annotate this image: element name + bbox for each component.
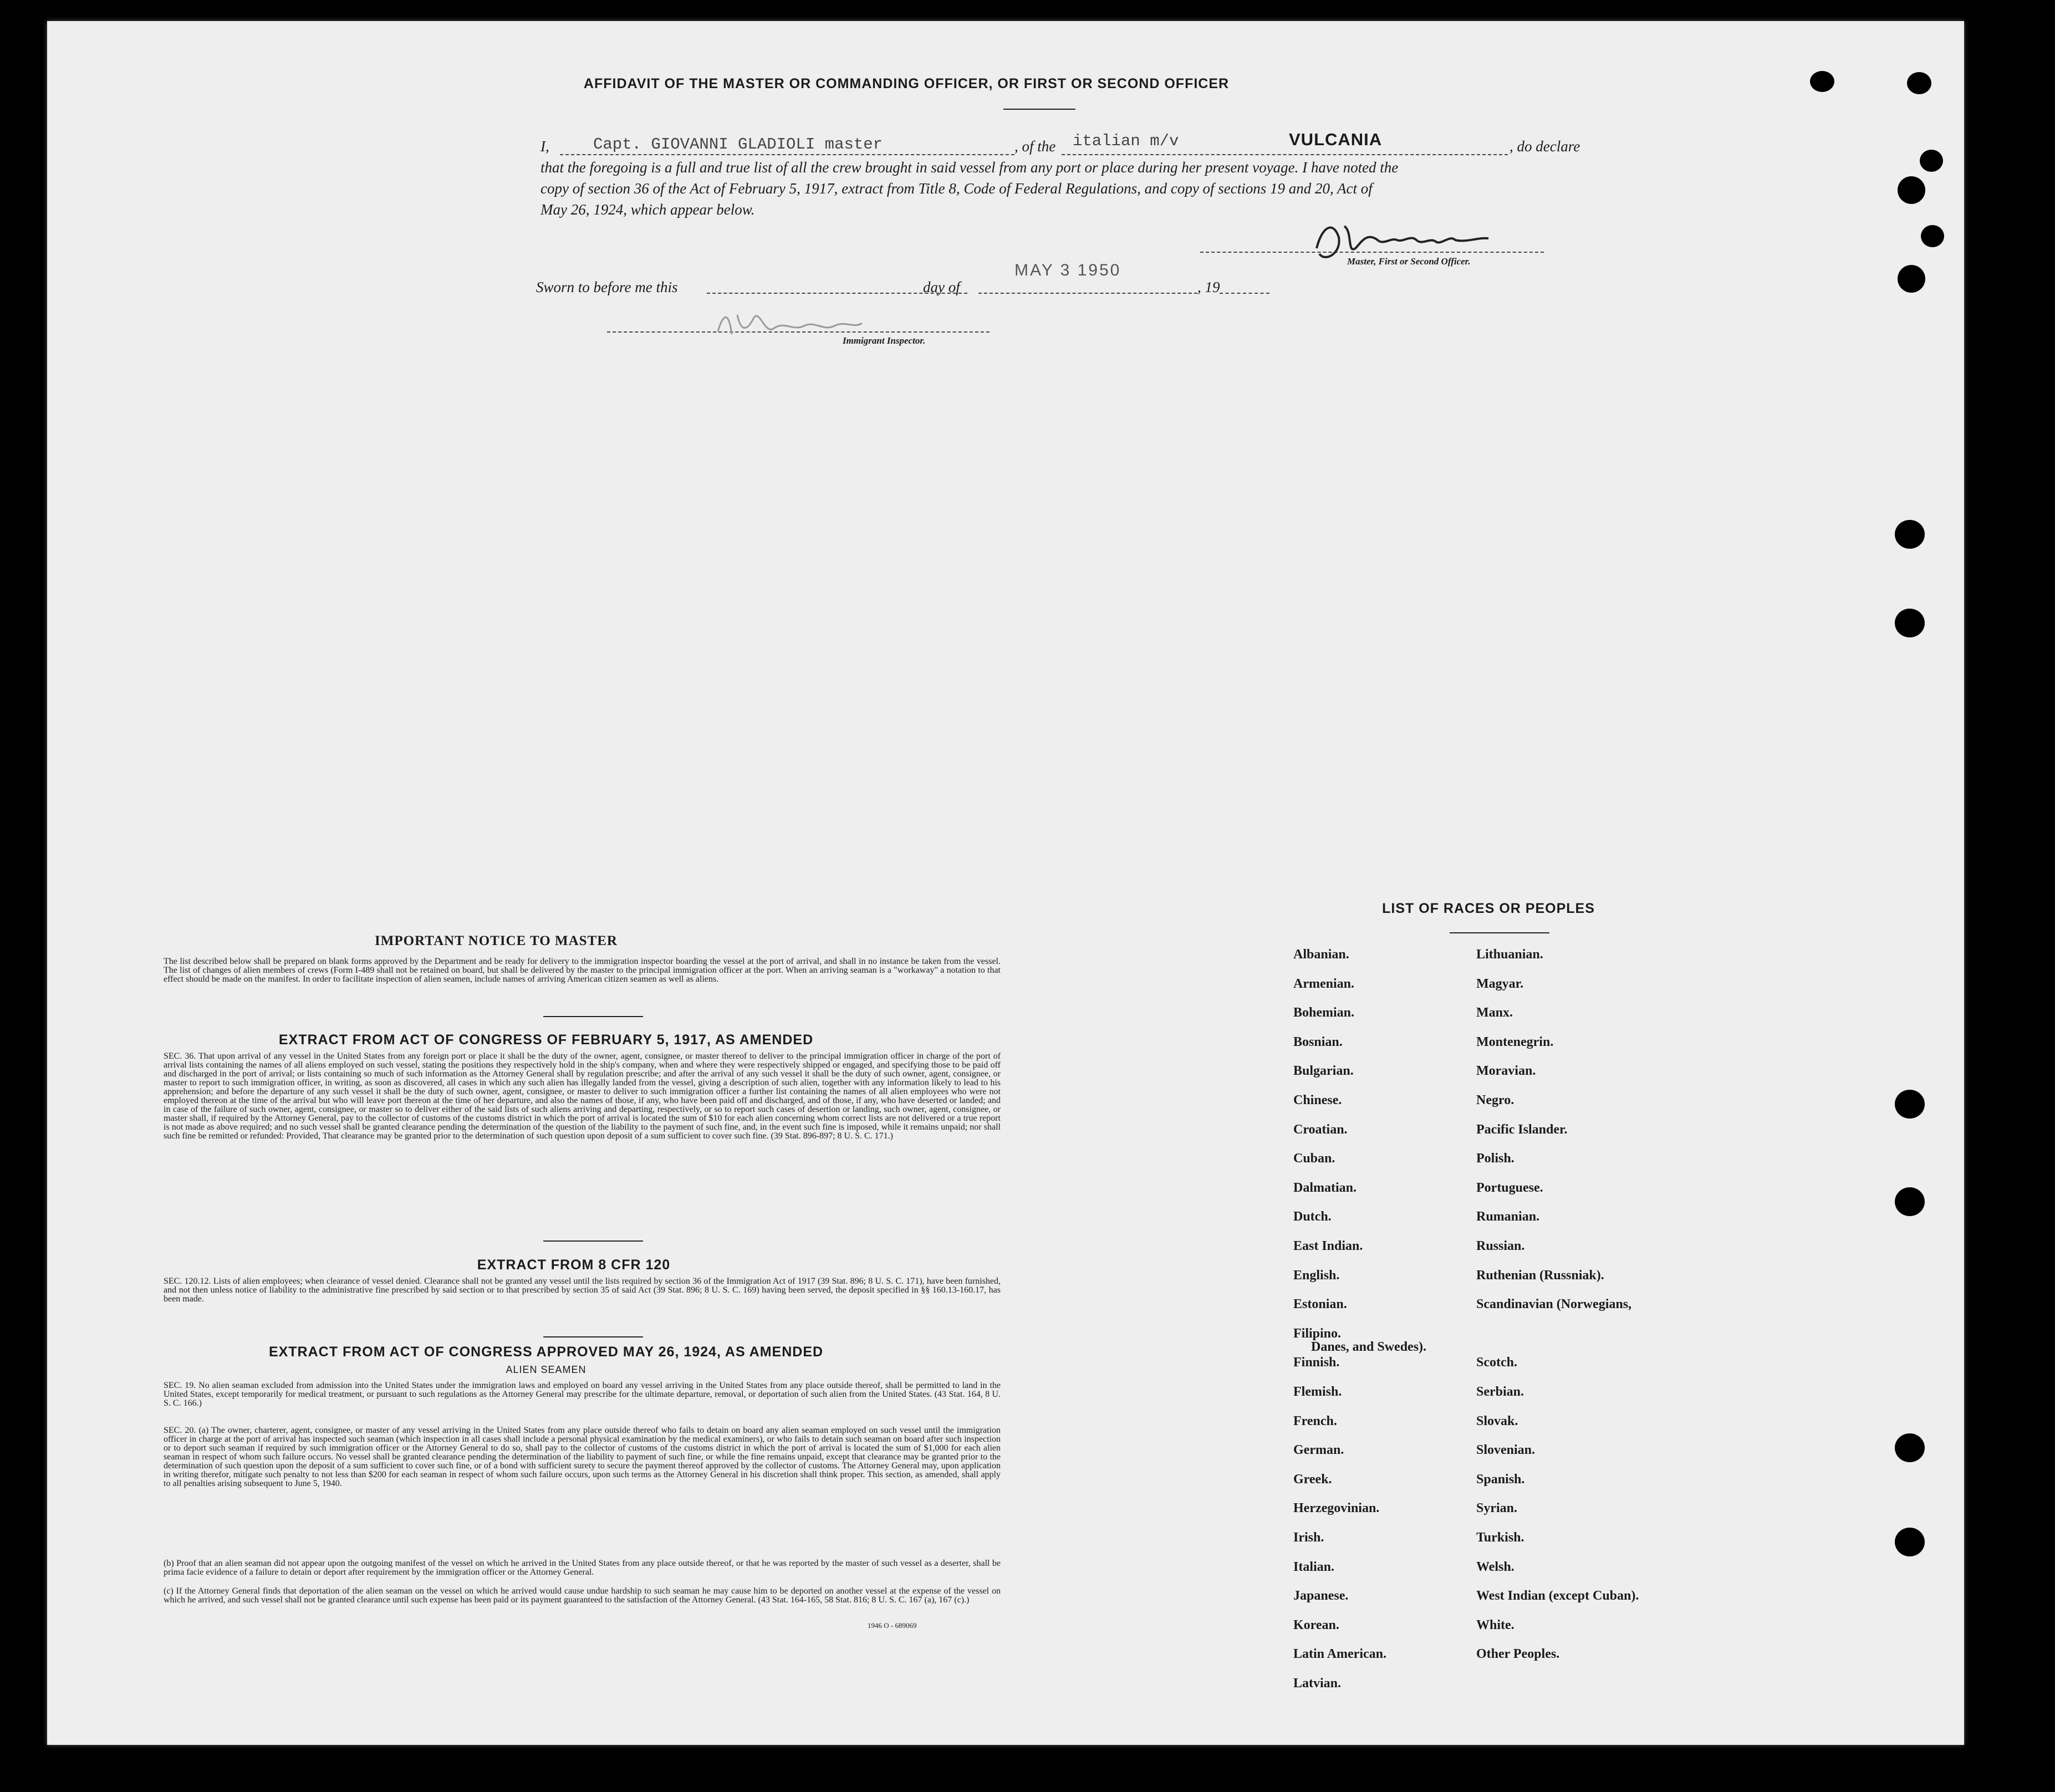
document-page bbox=[47, 21, 1964, 1745]
sec-20c-body: (c) If the Attorney General finds that deportation of the alien seaman on the vessel on which he arrived would cause undue hardship to such seaman he may cause him to be deported on another vessel at the expense of the vessel on which he arrived, and such vessel shall not be granted clearance until such expense has been paid or its payment guaranteed to the satisfaction of the Attorney General. (43 Stat. 164-165, 58 Stat. 816; 8 U. S. C. 167 (a), 167 (c).) bbox=[164, 1586, 1001, 1605]
race-item: West Indian (except Cuban). bbox=[1476, 1589, 1639, 1604]
punch-hole bbox=[1921, 225, 1944, 247]
race-item: Ruthenian (Russniak). bbox=[1476, 1268, 1604, 1283]
race-item: White. bbox=[1476, 1617, 1515, 1632]
sec-20a-body: SEC. 20. (a) The owner, charterer, agent, consignee, or master of any vessel arriving in the United States from any place outside thereof who fails to detain on board any alien seaman employed on such vessel until the immigration officer in charge at the port of arrival has inspected such seaman (which inspection in all cases shall include a personal physical examination by the medical examiners), or who fails to detain such seaman on board after such inspection or to deport such seaman if required by such immigration officer or the Attorney General to do so, shall pay to the collector of customs of the customs district in which the port of arrival is located the sum of $1,000 for each alien seaman in respect of whom such failure occurs. No vessel shall be granted clearance pending the determination of the liability to payment of such fine, or while the fine remains unpaid, except that clearance may be granted prior to the determination of such question upon the deposit of a sum sufficient to cover such fine, or of a bond with sufficient surety to secure the payment thereof approved by the collector of customs. The Attorney General may, upon application in writing therefor, mitigate such penalty to not less than $200 for each seaman in respect of whom such failure occurs, upon such terms as the Attorney General in his discretion shall think proper. This section, as amended, shall apply to all penalties arising subsequent to June 5, 1940. bbox=[164, 1426, 1001, 1488]
race-item: Croatian. bbox=[1293, 1122, 1348, 1137]
race-item: Rumanian. bbox=[1476, 1209, 1540, 1224]
race-item: Serbian. bbox=[1476, 1385, 1524, 1399]
race-item: Latin American. bbox=[1293, 1647, 1386, 1662]
race-item: Estonian. bbox=[1293, 1297, 1347, 1312]
day-of-label: day of bbox=[923, 279, 960, 295]
extract-1924-title: EXTRACT FROM ACT OF CONGRESS APPROVED MAY 26, 1924, AS AMENDED bbox=[268, 1344, 824, 1360]
i-label: I, bbox=[540, 138, 549, 155]
divider bbox=[543, 1240, 643, 1242]
race-item: Bosnian. bbox=[1293, 1034, 1343, 1049]
notice-body: The list described below shall be prepared on blank forms approved by the Department and be ready for delivery to the immigration inspector boarding the vessel at the port of arrival, and shall in no instance be taken from the vessel. The list of changes of alien members of crews (Form I-489 shall not be retained on board, but shall be delivered by the master to the principal immigration officer at the port. When an arriving seaman is a "workaway" a notation to that effect should be made on the manifest. In order to facilitate inspection of alien seamen, include names of arriving American citizen seamen as well as aliens. bbox=[164, 957, 1001, 984]
race-item: Filipino. bbox=[1293, 1326, 1342, 1341]
race-item: Armenian. bbox=[1293, 976, 1354, 991]
vessel-name: VULCANIA bbox=[1289, 130, 1383, 149]
race-item: Danes, and Swedes). bbox=[1311, 1339, 1427, 1354]
race-item: Bohemian. bbox=[1293, 1005, 1355, 1020]
race-item: Magyar. bbox=[1476, 976, 1524, 991]
race-item: Other Peoples. bbox=[1476, 1647, 1560, 1662]
sworn-label: Sworn to before me this bbox=[536, 279, 678, 295]
race-item: Bulgarian. bbox=[1293, 1064, 1354, 1079]
punch-hole bbox=[1895, 1090, 1925, 1119]
race-item: Slovenian. bbox=[1476, 1443, 1536, 1458]
sec-20b-body: (b) Proof that an alien seaman did not appear upon the outgoing manifest of the vessel on which he arrived in the United States from any place outside thereof, or that he was reported by the master of such vessel as a deserter, shall be prima facie evidence of a failure to detain or deport after requirement by the immigration officer or the Attorney General. bbox=[164, 1559, 1001, 1577]
extract-cfr-title: EXTRACT FROM 8 CFR 120 bbox=[477, 1257, 671, 1273]
sec-19-body: SEC. 19. No alien seaman excluded from admission into the United States under the immigration laws and employed on board any vessel arriving in the United States from any place outside thereof, shall be permitted to land in the United States, except temporarily for medical treatment, or pursuant to such regulations as the Attorney General may prescribe for the ultimate departure, removal, or deportation of such alien from the United States. (43 Stat. 164, 8 U. S. C. 166.) bbox=[164, 1381, 1001, 1408]
race-item: Irish. bbox=[1293, 1530, 1324, 1545]
punch-hole bbox=[1895, 609, 1925, 637]
extract-1924-subtitle: ALIEN SEAMEN bbox=[506, 1364, 587, 1375]
do-declare-label: , do declare bbox=[1510, 138, 1580, 155]
year-line bbox=[1220, 293, 1269, 294]
race-item: Negro. bbox=[1476, 1093, 1515, 1107]
race-item: Scandinavian (Norwegians, bbox=[1476, 1297, 1632, 1312]
race-item: Albanian. bbox=[1293, 947, 1349, 962]
punch-hole bbox=[1920, 150, 1943, 172]
year-label: , 19 bbox=[1197, 279, 1220, 295]
divider bbox=[543, 1336, 643, 1337]
race-item: German. bbox=[1293, 1443, 1344, 1458]
affidavit-title: AFFIDAVIT OF THE MASTER OR COMMANDING OFFICER, OR FIRST OR SECOND OFFICER bbox=[583, 76, 1230, 91]
race-item: Montenegrin. bbox=[1476, 1034, 1554, 1049]
punch-hole bbox=[1895, 1528, 1925, 1556]
divider bbox=[1450, 932, 1549, 933]
statement-line-1: that the foregoing is a full and true list of all the crew brought in said vessel from any port or place during her present voyage. I have noted the bbox=[540, 159, 1399, 176]
of-the-label: , of the bbox=[1014, 138, 1056, 155]
race-item: Moravian. bbox=[1476, 1064, 1536, 1079]
race-item: Portuguese. bbox=[1476, 1180, 1543, 1195]
sworn-month-line bbox=[978, 293, 1197, 294]
race-item: French. bbox=[1293, 1413, 1337, 1428]
punch-hole bbox=[1895, 520, 1925, 549]
race-item: Finnish. bbox=[1293, 1355, 1340, 1370]
vessel-line bbox=[1062, 154, 1508, 155]
race-item: Greek. bbox=[1293, 1472, 1332, 1487]
officer-caption: Master, First or Second Officer. bbox=[1347, 256, 1471, 267]
race-item: Turkish. bbox=[1476, 1530, 1524, 1545]
divider bbox=[1003, 109, 1075, 110]
race-item: Spanish. bbox=[1476, 1472, 1525, 1487]
race-item: Scotch. bbox=[1476, 1355, 1517, 1370]
race-item: Dutch. bbox=[1293, 1209, 1332, 1224]
vessel-type: italian m/v bbox=[1073, 132, 1179, 150]
extract-1917-title: EXTRACT FROM ACT OF CONGRESS OF FEBRUARY 5, 1917, AS AMENDED bbox=[278, 1032, 814, 1048]
race-item: Cuban. bbox=[1293, 1151, 1335, 1166]
notice-title: IMPORTANT NOTICE TO MASTER bbox=[375, 933, 618, 948]
name-line bbox=[560, 154, 1014, 155]
race-item: Latvian. bbox=[1293, 1676, 1342, 1691]
punch-hole bbox=[1898, 265, 1925, 293]
extract-1917-body: SEC. 36. That upon arrival of any vessel in the United States from any foreign port or place it shall be the duty of the owner, agent, consignee, or master thereof to deliver to the principal immigration officer in charge of the port of arrival lists containing the names of all aliens employed on such vessel, stating the positions they respectively hold in the ship's company, when and where they were respectively shipped or engaged, and specifying those to be paid off and discharged in the port of arrival; or lists containing so much of such information as the Attorney General shall by regulation prescribe; and after the arrival of any such vessel it shall be the duty of such owner, agent, consignee, or master to report to such immigration officer, in writing, as soon as discovered, all cases in which any such alien has illegally landed from the vessel, giving a description of such alien, together with any information likely to lead to his apprehension; and before the departure of any such vessel it shall be the duty of such owner, agent, consignee, or master to deliver to such immigration officer a further list containing the names of all alien employees who were not employed thereon at the time of the arrival but who will leave port thereon at the time of her departure, and also the names of those, if any, who have been paid off and discharged, and of those, if any, who have deserted or landed; and in case of the failure of such owner, agent, consignee, or master so to deliver either of the said lists of such aliens arriving and departing, respectively, or so to report such cases of desertion or landing, such owner, agent, consignee, or master shall, if required by the Attorney General, pay to the collector of customs of the customs district in which the port of arrival is located the sum of $10 for each alien concerning whom correct lists are not delivered or a true report is not made as above required; and no such vessel shall be granted clearance pending the determination of the question of the liability to the payment of such fine, and, in the event such fine is imposed, while it remains unpaid; nor shall such fine be remitted or refunded: Provided, That clearance may be granted prior to the determination of such question upon deposit of a sum sufficient to cover such fine. (39 Stat. 896-897; 8 U. S. C. 171.) bbox=[164, 1051, 1001, 1141]
race-item: Korean. bbox=[1293, 1617, 1339, 1632]
race-item: East Indian. bbox=[1293, 1239, 1363, 1253]
race-item: Chinese. bbox=[1293, 1093, 1342, 1107]
race-item: Pacific Islander. bbox=[1476, 1122, 1568, 1137]
punch-hole bbox=[1895, 1187, 1925, 1216]
race-item: Syrian. bbox=[1476, 1501, 1518, 1516]
punch-hole bbox=[1895, 1433, 1925, 1462]
races-title: LIST OF RACES OR PEOPLES bbox=[1382, 901, 1595, 916]
extract-cfr-body: SEC. 120.12. Lists of alien employees; when clearance of vessel denied. Clearance shall not be granted any vessel until the lists required by section 36 of the Immigration Act of 1917 (39 Stat. 896; 8 U. S. C. 171), have been furnished, and not then unless notice of liability to the administrative fine prescribed by said section or to that prescribed by section 35 of said Act (39 Stat. 896; 8 U. S. C. 169) having been served, the deposit specified in §§ 160.13-160.17, has been made. bbox=[164, 1277, 1001, 1304]
date-stamp: MAY 3 1950 bbox=[1014, 261, 1121, 279]
race-item: Japanese. bbox=[1293, 1589, 1349, 1604]
race-item: Dalmatian. bbox=[1293, 1180, 1357, 1195]
race-item: Manx. bbox=[1476, 1005, 1513, 1020]
statement-line-2: copy of section 36 of the Act of February 5, 1917, extract from Title 8, Code of Federal Regulations, and copy of sections 19 and 20, Act of bbox=[540, 180, 1373, 197]
race-item: Russian. bbox=[1476, 1239, 1525, 1253]
race-item: Flemish. bbox=[1293, 1385, 1342, 1399]
race-item: Italian. bbox=[1293, 1559, 1335, 1574]
race-item: Herzegovinian. bbox=[1293, 1501, 1380, 1516]
officer-name: Capt. GIOVANNI GLADIOLI master bbox=[593, 135, 883, 154]
print-code: 1946 O - 689069 bbox=[868, 1621, 917, 1630]
punch-hole bbox=[1907, 72, 1931, 94]
race-item: Slovak. bbox=[1476, 1413, 1518, 1428]
race-item: English. bbox=[1293, 1268, 1340, 1283]
inspector-caption: Immigrant Inspector. bbox=[843, 335, 926, 346]
punch-hole bbox=[1810, 71, 1834, 92]
race-item: Welsh. bbox=[1476, 1559, 1515, 1574]
statement-line-3: May 26, 1924, which appear below. bbox=[540, 201, 755, 218]
punch-hole bbox=[1898, 176, 1925, 204]
race-item: Lithuanian. bbox=[1476, 947, 1543, 962]
divider bbox=[543, 1016, 643, 1017]
race-item: Polish. bbox=[1476, 1151, 1515, 1166]
